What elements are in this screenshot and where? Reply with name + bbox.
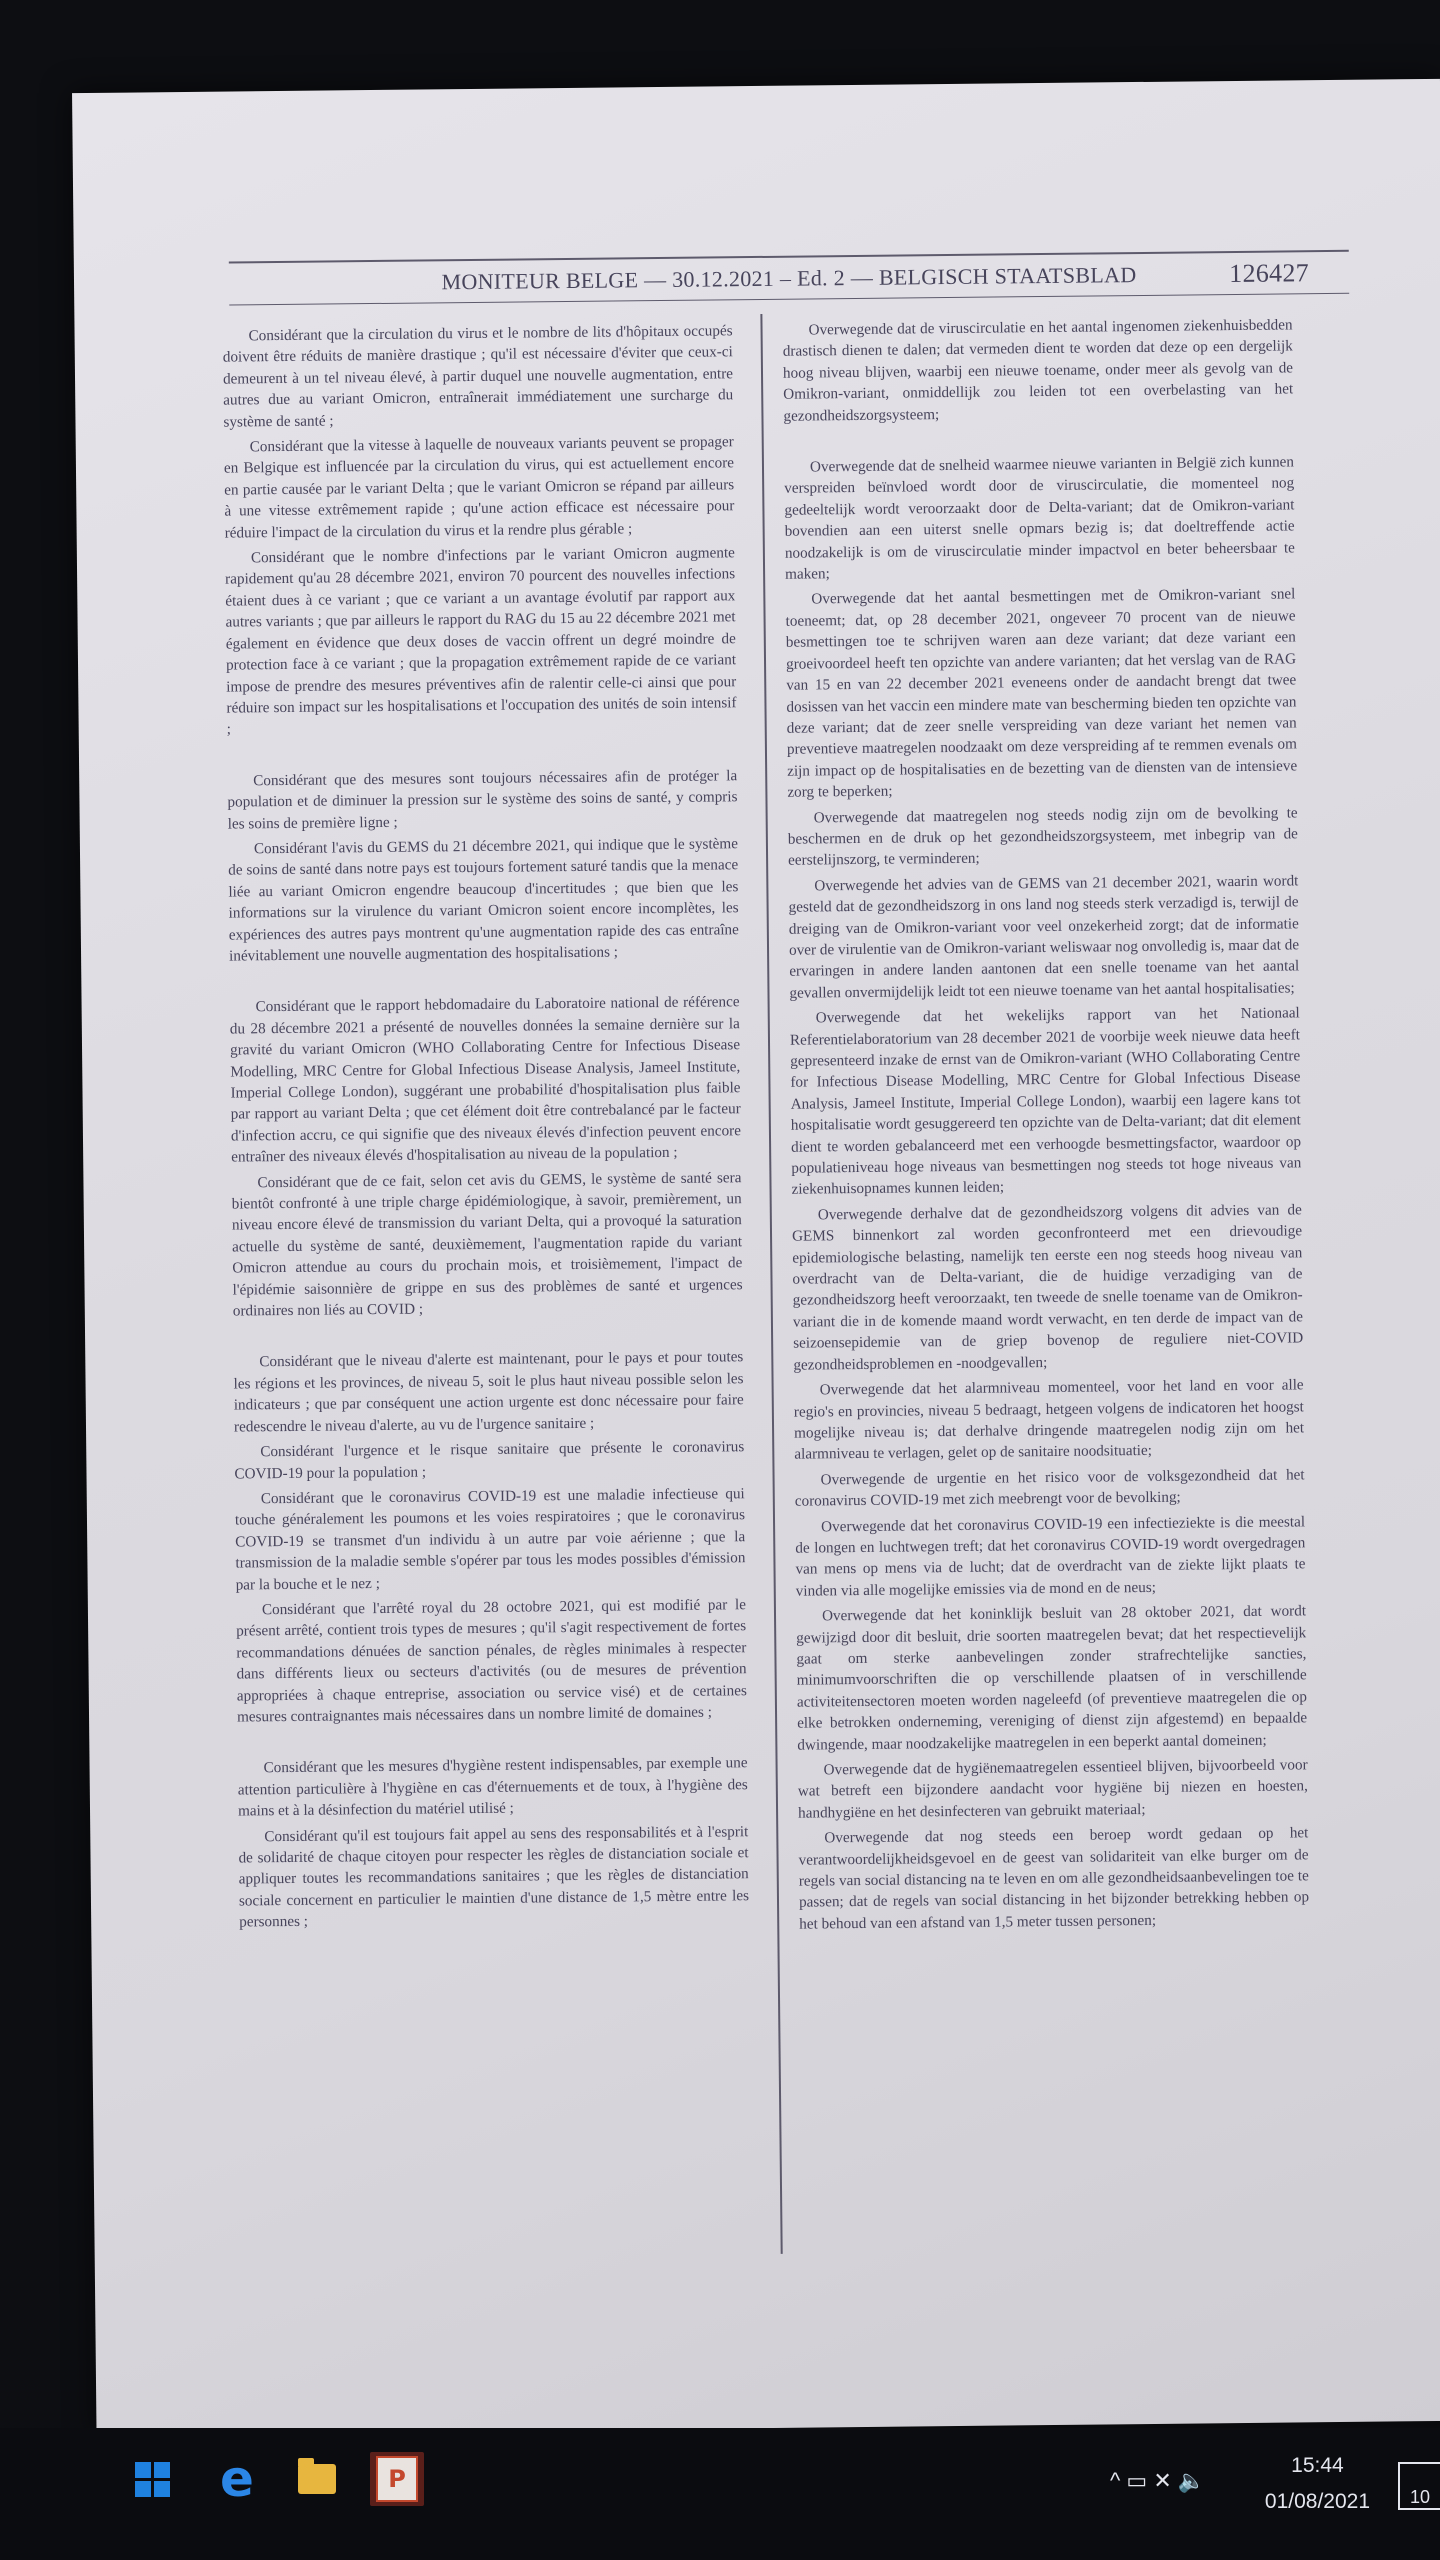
windows-taskbar bbox=[0, 2428, 1440, 2560]
clock-date: 01/08/2021 bbox=[1264, 2490, 1370, 2513]
notification-center-icon[interactable] bbox=[1398, 2462, 1440, 2510]
clock-time: 15:44 bbox=[1291, 2454, 1344, 2477]
fr-paragraph: Considérant que de ce fait, selon cet avis du GEMS, le système de santé sera bientôt confronté à une triple charge épidémiologique, à savoir, premièrement, un niveau encore élevé de transmission du variant Delta, qui a provoqué la saturation actuelle du système de santé, deuxièmement, l'augmentation rapide du variant Omicron attendue au cours du prochain mois, et troisièmement, l'impact de l'épidémie saisonnière de grippe en sus des problèmes de santé et urgences ordinaires non liés au COVID ; bbox=[231, 1168, 743, 1320]
fr-paragraph: Considérant que des mesures sont toujours nécessaires afin de protéger la population et de diminuer la pression sur le système des soins de santé, y compris les soins de première ligne ; bbox=[227, 766, 738, 833]
nl-paragraph: Overwegende dat maatregelen nog steeds nodig zijn om de bevolking te beschermen en de druk op het gezondheidszorgsysteem, met inbegrip van de eerstelijnszorg, te verminderen; bbox=[787, 803, 1298, 870]
fr-paragraph: Considérant que la circulation du virus et le nombre de lits d'hôpitaux occupés doivent être réduits de manière drastique ; qu'il est nécessaire d'éviter que ceux-ci demeurent à un tel niveau élevé, à partir duquel une nouvelle augmentation, entre autres due au variant Omicron, entraînerait immédiatement une surcharge du système de santé ; bbox=[222, 322, 734, 431]
nl-paragraph: Overwegende dat nog steeds een beroep wordt gedaan op het verantwoordelijkheidsgevoel en de geest van solidariteit van elke burger om de regels van social distancing na te leven en om alle gezondheidsaanbevelingen toe te passen; dat de regels van social distancing in het bijzonder betrekking hebben op het behoud van een afstand van 1,5 meter tussen personen; bbox=[798, 1824, 1310, 1933]
taskbar-clock[interactable] bbox=[1265, 2448, 1370, 2520]
nl-paragraph: Overwegende dat de snelheid waarmee nieuwe varianten in België zich kunnen verspreiden beïnvloed wordt door de viruscirculatie, die momenteel nog gedeeltelijk wordt veroorzaakt door de Delta-variant; dat de Omikron-variant bovendien aan een uiterst snelle opmars bezig is; dat doeltreffende actie noodzakelijk is om de viruscirculatie minder impactvol en beter beheersbaar te maken; bbox=[784, 453, 1295, 583]
nl-paragraph: Overwegende dat het aantal besmettingen met de Omikron-variant snel toeneemt; dat, op 28 december 2021, ongeveer 70 procent van de nieuwe besmettingen toe te schrijven waren aan deze variant; dat deze variant een groeivoordeel heeft ten opzichte van andere varianten; dat het verslag van de RAG van 15 en van 22 december 2021 eveneens onder de aandacht brengt dat twee dosissen van het vaccin een mindere mate van bescherming bieden ten opzichte van deze variant; dat de zeer snelle verspreiding van deze variant het nemen van preventieve maatregelen noodzaakt om deze verspreiding af te remmen evenals om zijn impact op de hospitalisaties en de bezetting van de diensten van de intensieve zorg te beperken; bbox=[785, 585, 1298, 801]
fr-paragraph: Considérant l'avis du GEMS du 21 décembre 2021, qui indique que le système de soins de santé dans notre pays est toujours fortement saturé tandis que la menace liée au variant Omicron engendre beaucoup d'incertitudes ; que bien que les informations sur la virulence du variant Omicron soient encore incomplètes, les expériences des autres pays montrent qu'une augmentation rapide des cas entraîne inévitablement une nouvelle augmentation des hospitalisations ; bbox=[228, 835, 739, 965]
fr-paragraph: Considérant que l'arrêté royal du 28 octobre 2021, qui est modifié par le présent arrêté, contient trois types de mesures ; qu'il s'agit respectivement de fortes recommandations dénuées de sanction pénales, de règles minimales à respecter dans différents lieux ou secteurs d'activités (ou de mesures de prévention appropriées à chaque entreprise, association ou service visé) et de certaines mesures contraignantes mais nécessaires dans un nombre limité de domaines ; bbox=[236, 1596, 747, 1726]
nl-paragraph: Overwegende dat de hygiënemaatregelen essentieel blijven, bijvoorbeeld voor wat betreft een bijzondere aandacht voor hygiëne bij niezen en hoesten, handhygiëne en het desinfecteren van gebruikt materiaal; bbox=[797, 1756, 1308, 1822]
fr-paragraph: Considérant que le rapport hebdomadaire du Laboratoire national de référence du 28 décembre 2021 a présenté de nouvelles données la semaine dernière sur la gravité du variant Omicron (WHO Collaborating Centre for Infectious Disease Modelling, MRC Centre for Global Infectious Disease Analysis, Jameel Institute, Imperial College London), suggérant une probabilité d'hospitalisation plus faible par rapport au variant Delta ; que cet élément doit être contrebalancé par le facteur d'infection accru, ce qui signifie que des niveaux élevés d'infection peuvent encore entraîner des niveaux élevés d'hospitalisation au niveau de la population ; bbox=[229, 993, 742, 1166]
dutch-column bbox=[782, 314, 1312, 2249]
page-number: 126427 bbox=[1229, 258, 1310, 289]
windows-start-icon[interactable] bbox=[125, 2452, 179, 2506]
fr-paragraph: Considérant qu'il est toujours fait appel au sens des responsabilités et à l'esprit de solidarité de chaque citoyen pour respecter les règles de distanciation sociale et appliquer toutes les recommandations sanitaires ; que les règles de distanciation sociale concernent en particulier le maintien d'une distance de 1,5 mètre entre les personnes ; bbox=[238, 1822, 750, 1931]
nl-paragraph: Overwegende dat het wekelijks rapport van het Nationaal Referentielaboratorium van 28 december 2021 de voorbije week nieuwe data heeft gepresenteerd inzake de ernst van de Omikron-variant (WHO Collaborating Centre for Infectious Disease Modelling, MRC Centre for Global Infectious Disease Analysis, Jameel Institute, Imperial College London), waarbij een lagere kans tot hospitalisatie wordt gesuggereerd ten opzichte van de Delta-variant; dat dit element dient te worden gebalanceerd met een verhoogde besmettingsfactor, waardoor op populatieniveau hoge niveaus van besmettingen nog steeds tot hoge niveaus van ziekenhuisopnames kunnen leiden; bbox=[789, 1004, 1302, 1199]
fr-paragraph: Considérant que le coronavirus COVID-19 est une maladie infectieuse qui touche généralement les poumons et les voies respiratoires ; que le coronavirus COVID-19 se transmet d'un individu à un autre par voie aérienne ; que la transmission de la maladie semble s'opérer par tous les modes possibles d'émission par la bouche et le nez ; bbox=[234, 1485, 746, 1594]
file-explorer-icon[interactable] bbox=[290, 2452, 344, 2506]
column-divider bbox=[760, 314, 782, 2254]
scanned-page bbox=[72, 79, 1440, 2435]
system-tray-icons[interactable]: ^ ▭ ✕ 🔈 bbox=[1110, 2468, 1206, 2493]
nl-paragraph: Overwegende derhalve dat de gezondheidszorg volgens dit advies van de GEMS binnenkort zal worden geconfronteerd met een drievoudige epidemiologische belasting, namelijk ten eerste een nog steeds hoog niveau van overdracht van de Delta-variant, die de huidige verzadiging van de gezondheidszorg heeft veroorzaakt, ten tweede de snelle toename van de Omikron-variant die in de komende maand wordt verwacht, en ten derde de impact van de seizoensepidemie van de griep bovenop de reguliere niet-COVID gezondheidsproblemen en -noodgevallen; bbox=[791, 1201, 1304, 1374]
fr-paragraph: Considérant que le niveau d'alerte est maintenant, pour le pays et pour toutes les régions et les provinces, de niveau 5, soit le plus haut niveau possible selon les indicateurs ; que par conséquent une action urgente est donc nécessaire pour faire redescendre le niveau d'alerte, au vu de l'urgence sanitaire ; bbox=[233, 1348, 744, 1436]
fr-paragraph: Considérant l'urgence et le risque sanitaire que présente le coronavirus COVID-19 pour la population ; bbox=[234, 1438, 745, 1483]
notification-count: 10 bbox=[1409, 2487, 1431, 2507]
edge-browser-icon[interactable]: e bbox=[220, 2450, 254, 2508]
masthead-title: MONITEUR BELGE — 30.12.2021 – Ed. 2 — BELGISCH STAATSBLAD bbox=[441, 262, 1137, 295]
nl-paragraph: Overwegende dat de viruscirculatie en het aantal ingenomen ziekenhuisbedden drastisch dienen te dalen; dat vermeden dient te worden dat deze op een dergelijk hoog niveau blijven, waarbij een nieuwe toename, onder meer als gevolg van de Omikron-variant, onmiddellijk zou leiden tot een overbelasting van het gezondheidszorgsysteem; bbox=[782, 316, 1294, 425]
nl-paragraph: Overwegende dat het alarmniveau momenteel, voor het land en voor alle regio's en provincies, niveau 5 bedraagt, hetgeen volgens de indicatoren het hoogst mogelijke niveau is; dat derhalve dringende maatregelen nodig zijn om het alarmniveau te verlagen, gelet op de sanitaire noodsituatie; bbox=[793, 1376, 1305, 1463]
nl-paragraph: Overwegende de urgentie en het risico voor de volksgezondheid dat het coronavirus COVID-19 met zich meebrengt voor de bevolking; bbox=[794, 1466, 1305, 1510]
fr-paragraph: Considérant que les mesures d'hygiène restent indispensables, par exemple une attention particulière à l'hygiène en cas d'éternuements et de toux, à l'hygiène des mains et à la désinfection du matériel utilisé ; bbox=[237, 1754, 748, 1820]
nl-paragraph: Overwegende het advies van de GEMS van 21 december 2021, waarin wordt gesteld dat de gezondheidszorg in ons land nog steeds sterk verzadigd is, terwijl de dreiging van de Omikron-variant voor veel onzekerheid zorgt; dat de informatie over de virulentie van de Omikron-variant weliswaar nog onvolledig is, maar dat de ervaringen in andere landen aantonen dat een snelle toename van het aantal gevallen onvermijdelijk leidt tot een nieuwe toename van het aantal hospitalisaties; bbox=[788, 872, 1300, 1002]
nl-paragraph: Overwegende dat het koninklijk besluit van 28 oktober 2021, dat wordt gewijzigd door dit besluit, drie soorten maatregelen bevat; dat het respectievelijk gaat om sterke aanbevelingen zonder strafrechtelijke sancties, minimumvoorschriften die op verschillende plaatsen of in verschillende activiteitensectoren moeten worden nageleefd (of preventieve maatregelen die op elke betrokken onderneming, vereniging of dienst zijn afgestemd) en bepaalde dwingende, maar noodzakelijke maatregelen in een beperkt aantal domeinen; bbox=[796, 1602, 1308, 1754]
nl-paragraph: Overwegende dat het coronavirus COVID-19 een infectieziekte is die meestal de longen en luchtwegen treft; dat het coronavirus COVID-19 wordt overgedragen van mens op mens via de lucht; dat de overdracht van de ziekte lijkt plaats te vinden via alle mogelijke emissies via de mond en de neus; bbox=[795, 1512, 1306, 1600]
fr-paragraph: Considérant que le nombre d'infections par le variant Omicron augmente rapidement qu'au 28 décembre 2021, environ 70 pourcent des nouvelles infections étaient dues à ce variant ; que ce variant a un avantage évolutif par rapport aux autres variants ; que par ailleurs le rapport du RAG du 15 au 22 décembre 2021 met également en évidence que deux doses de vaccin offrent un degré moindre de protection face à ce variant ; que la propagation extrêmement rapide de ce variant impose de prendre des mesures préventives afin de ralentir celle-ci ainsi que pour réduire son impact sur les hospitalisations et l'occupation des unités de soin intensif ; bbox=[225, 544, 737, 738]
powerpoint-icon[interactable]: P bbox=[370, 2452, 424, 2506]
french-column bbox=[222, 320, 752, 2255]
fr-paragraph: Considérant que la vitesse à laquelle de nouveaux variants peuvent se propager en Belgique est influencée par la circulation du virus, qui est actuellement encore en partie causée par le variant Delta ; que le variant Omicron se répand par ailleurs à une vitesse extrêmement rapide ; qu'une action efficace est nécessaire pour réduire l'impact de la circulation du virus et la rendre plus gérable ; bbox=[223, 433, 735, 542]
